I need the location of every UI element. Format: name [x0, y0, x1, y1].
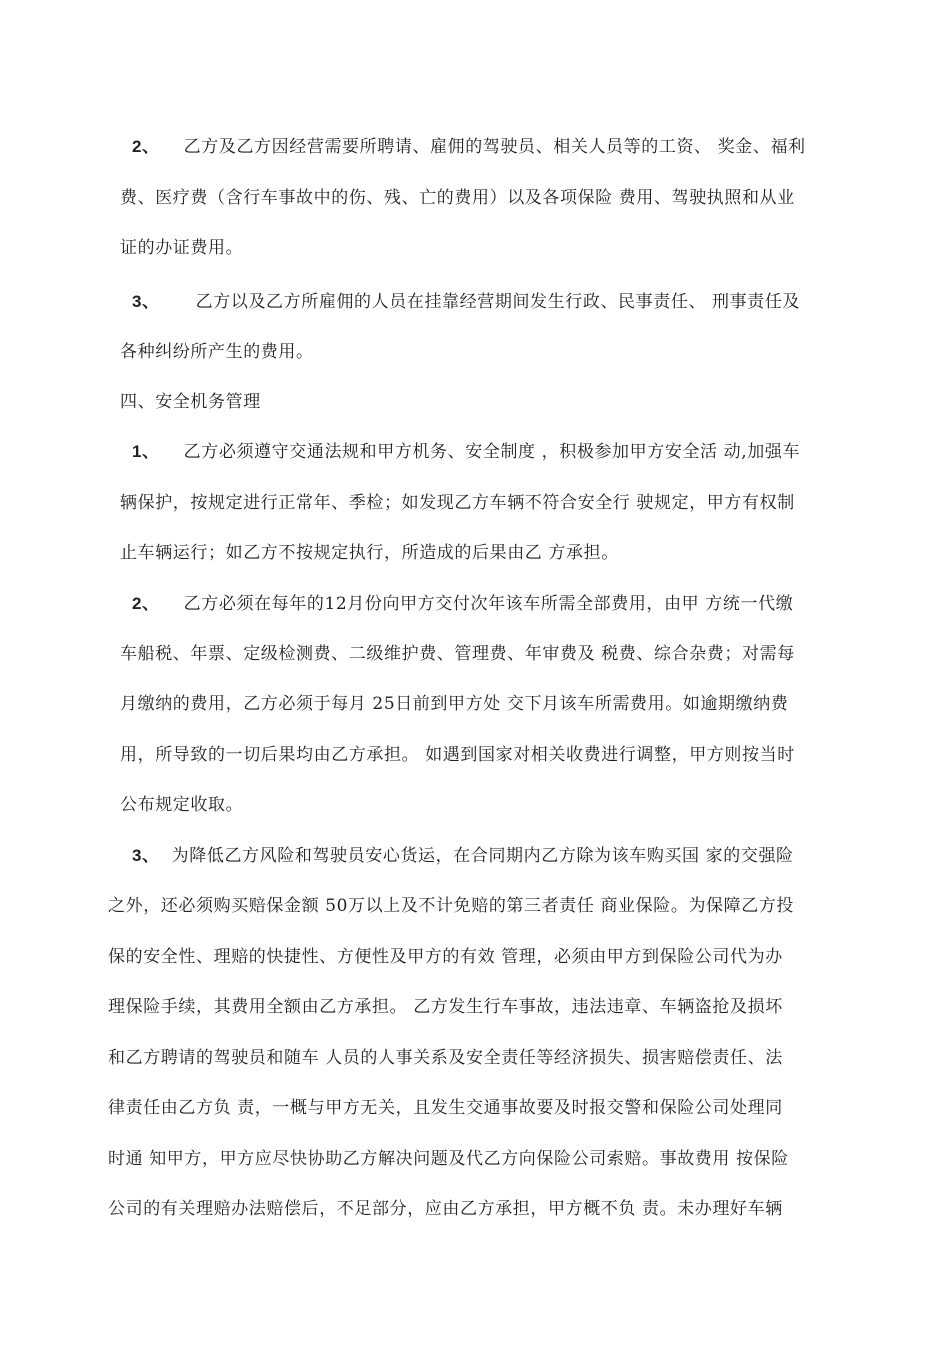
line-text: 公布规定收取。	[120, 795, 244, 815]
clause-5-3-line-2	[108, 894, 794, 918]
clause-5-3-line-5	[108, 1046, 783, 1070]
clause-number: 2、	[132, 594, 160, 613]
clause-5-2-line-4	[120, 743, 795, 767]
clause-number: 3、	[132, 292, 160, 311]
clause-5-1-line-2	[120, 491, 795, 515]
line-text: 和乙方聘请的驾驶员和随车 人员的人事关系及安全责任等经济损失、损害赔偿责任、法	[108, 1048, 783, 1068]
line-text: 乙方及乙方因经营需要所聘请、雇佣的驾驶员、相关人员等的工资、 奖金、福利	[183, 137, 806, 157]
clause-5-1-line-1	[132, 440, 800, 464]
clause-4-2-line-3	[120, 236, 243, 260]
clause-5-2-line-3	[120, 692, 788, 716]
clause-5-3-line-7	[108, 1147, 789, 1171]
clause-4-2-line-2	[120, 186, 795, 210]
line-text: 辆保护，按规定进行正常年、季检；如发现乙方车辆不符合安全行 驶规定，甲方有权制	[120, 493, 795, 513]
clause-5-3-line-6	[108, 1096, 783, 1120]
line-text: 乙方必须遵守交通法规和甲方机务、安全制度 ，积极参加甲方安全活 动,加强车	[183, 442, 801, 462]
clause-5-2-line-2	[120, 642, 795, 666]
line-text: 公司的有关理赔办法赔偿后，不足部分，应由乙方承担，甲方概不负 责。未办理好车辆	[108, 1199, 783, 1219]
line-text: 时通 知甲方，甲方应尽快协助乙方解决问题及代乙方向保险公司索赔。事故费用 按保险	[108, 1149, 789, 1169]
line-text: 月缴纳的费用，乙方必须于每月 25日前到甲方处 交下月该车所需费用。如逾期缴纳费	[120, 694, 789, 714]
line-text: 律责任由乙方负 责，一概与甲方无关，且发生交通事故要及时报交警和保险公司处理同	[108, 1098, 783, 1118]
clause-number: 1、	[132, 442, 160, 461]
clause-5-3-line-3	[108, 945, 783, 969]
line-text: 止车辆运行；如乙方不按规定执行，所造成的后果由乙 方承担。	[120, 543, 619, 563]
line-text: 乙方以及乙方所雇佣的人员在挂靠经营期间发生行政、民事责任、 刑事责任及	[195, 292, 801, 312]
line-text: 理保险手续，其费用全额由乙方承担。 乙方发生行车事故，违法违章、车辆盗抢及损坏	[108, 997, 783, 1017]
clause-4-3-line-2	[120, 340, 314, 364]
line-text: 证的办证费用。	[120, 238, 244, 258]
line-text: 费、医疗费（含行车事故中的伤、残、亡的费用）以及各项保险 费用、驾驶执照和从业	[120, 188, 795, 208]
clause-5-2-line-5	[120, 793, 243, 817]
line-text: 各种纠纷所产生的费用。	[120, 342, 314, 362]
clause-4-3-line-1	[132, 290, 800, 314]
section-heading	[120, 390, 261, 414]
clause-number: 3、	[132, 846, 160, 865]
line-text: 乙方必须在每年的12月份向甲方交付次年该车所需全部费用，由甲 方统一代缴	[183, 594, 794, 614]
section-title: 四、安全机务管理	[120, 392, 261, 412]
clause-5-3-line-4	[108, 995, 783, 1019]
clause-5-1-line-3	[120, 541, 619, 565]
clause-4-2-line-1	[132, 135, 806, 159]
line-text: 保的安全性、理赔的快捷性、方便性及甲方的有效 管理，必须由甲方到保险公司代为办	[108, 947, 783, 967]
clause-5-3-line-1	[132, 844, 794, 868]
line-text: 车船税、年票、定级检测费、二级维护费、管理费、年审费及 税费、综合杂费；对需每	[120, 644, 795, 664]
clause-5-2-line-1	[132, 592, 793, 616]
line-text: 之外，还必须购买赔保金额 50万以上及不计免赔的第三者责任 商业保险。为保障乙方投	[108, 896, 795, 916]
line-text: 用，所导致的一切后果均由乙方承担。 如遇到国家对相关收费进行调整，甲方则按当时	[120, 745, 795, 765]
line-text: 为降低乙方风险和驾驶员安心货运，在合同期内乙方除为该车购买国 家的交强险	[171, 846, 794, 866]
clause-number: 2、	[132, 137, 160, 156]
clause-5-3-line-8	[108, 1197, 783, 1221]
